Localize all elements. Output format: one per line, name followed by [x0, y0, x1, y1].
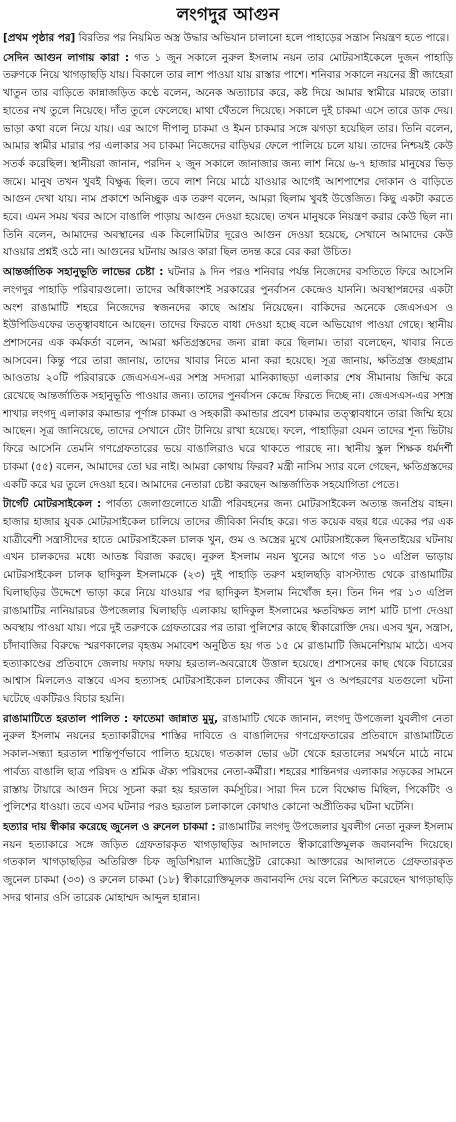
article-section-target-motorcycle — [3, 496, 453, 708]
section-lead: [প্রথম পৃষ্ঠার পর] — [3, 32, 76, 44]
section-text: রাঙামাটির লংগদু উপজেলার যুবলীগ নেতা নুরুল ইসলাম নয়ন হত্যাকারে সঙ্গে জড়িত গ্রেফতারকৃত খাগড়াছড়ির আদালতে স্বীকারোক্তিমূলক জবানবন্দি দিয়েছে। গতকাল খাগড়াছড়ির অতিরিক্ত চিফ জুডিশিয়াল ম্যাজিস্ট্রেট রোকেয়া আক্তারের আদালতে গ্রেফতারকৃত জুনেল চাকমা (৩৩) ও রুনেল চাকমা (১৮) স্বীকারোক্তিমূলক জবানবন্দি দেয় বলে নিশ্চিত করেছেন খাগড়াছড়ি সদর থানার ওসি তারেক মোহাম্মদ আব্দুল হান্নান। — [3, 820, 453, 904]
section-lead: সেদিন আগুন লাগায় কারা : — [3, 51, 129, 64]
section-lead: রাঙামাটিতে হরতাল পালিত : ফাতেমা জান্নাত মুমু, — [3, 712, 219, 725]
article-section-hartal — [3, 711, 453, 817]
article-section-intro — [3, 30, 453, 48]
section-text: গত ১ জুন সকালে নুরুল ইসলাম নয়ন তার মোটরসাইকেলে দুজন পাহাড়ি তরুণকে নিয়ে খাগড়াছড়ি যায়। বিকালে তার লাশ পাওয়া যায় রাস্তার পাশে। শনিবার সকালে নয়নের স্ত্রী জাহেরা খাতুন তার বাড়িতে কান্নাজড়িত কণ্ঠে বলেন, অনেক অত্যাচার করে, কষ্ট দিয়ে আমার স্বামীরে মারছে তারা। হাতের নখ তুলে নিয়েছে। দাঁত তুলে ফেলেছে। মাথা থেঁতলে দিয়েছে। সকালে দুই চাকমা এসে তারে ডাক দেয়। ভাড়া কথা বলে নিয়ে যায়। এর আগে দীপালু চাকমা ও ইমন চাকমার সঙ্গে ঝগড়া হয়েছিল তার। তিনি বলেন, আমার স্বামীর মারার পর এলাকার সব চাকমা নিজেদের বাড়িঘর ফেলে পালিয়ে চলে যায়। তাদের নিশ্চয়ই কেউ সতর্ক করেছিল। স্থানীয়রা জানান, পরদিন ২ জুন সকালে জানাজার জন্য লাশ নিয়ে ৬-৭ হাজার মানুষের ভিড় জমে। মানুষ তখন খুবই বিক্ষুব্ধ ছিল। তবে লাশ নিয়ে মাঠে যাওয়ার আগেই আশপাশের দোকান ও বাড়িতে আগুন দেখা যায়। নাম প্রকাশে অনিচ্ছুক এক তরুণ বলেন, আমরা ছিলাম খুবই উত্তেজিত। কিছু একটা করতে হবে। এমন সময় খবর আসে বাঙালি পাড়ায় আগুন দেওয়া হয়েছে। তখন মানুষকে নিয়ন্ত্রণ করার কেউ ছিল না। তিনি বলেন, আমাদের অবস্থানের এক কিলোমিটার দূরেও আগুন দেওয়া হয়েছে, সেখানে আমাদের কেউ যাওয়ার প্রশ্নই ওঠে না। আগুনের ঘটনায় আরও কারা ছিল তদন্ত করে বের করা উচিত। — [3, 51, 453, 259]
section-text: বিরতির পর নিয়মিত অস্ত্র উদ্ধার অভিযান চালানো হলে পাহাড়ের সন্ত্রাস নিয়ন্ত্রণ হতে পারে। — [75, 32, 450, 44]
section-text: ঘটনার ৯ দিন পরও শনিবার পর্যন্ত নিজেদের বসতিতে ফিরে আসেনি লংগদুর পাহাড়ি পরিবারগুলো। তাদের অধিকাংশই সরকারের পুনর্বাসন কেন্দ্রেও যাননি। অবস্থাপন্নদের একটা অংশ রাঙামাটি শহরে নিজেদের স্বজনদের কাছে আশ্রয় নিয়েছেন। বাকিদের অনেকে জেএসএস ও ইউপিডিএফের তত্ত্বাবধানে আছেন। তাদের ফিরতে বাধা দেওয়া হচ্ছে বলে অভিযোগ পাওয়া গেছে। স্থানীয় প্রশাসনের এক কর্মকর্তা বলেন, আমরা ক্ষতিগ্রস্তদের জন্য রান্না করে ছিলাম। তারা বলেছেন, খাবার নিতে আসবেন। কিন্তু পরে তারা জানায়, তাদের খাবার নিতে মানা করা হয়েছে। সূত্র জানায়, ক্ষতিগ্রস্ত গুচ্ছগ্রাম আওতায় ২০টি পরিবারকে জেএসএস-এর সশস্ত্র সদস্যরা মানিক্যাছড়া এলাকার শেষ সীমানায় জিম্মি করে রেখেছে আন্তর্জাতিক সহানুভূতি পাওয়ার জন্য। তাদের পুনর্বাসন কেন্দ্রে ফিরতে দিচ্ছে না। জেএসএস-এর সশস্ত্র শাখার লংগদু এলাকার কমান্ডার পূর্ণাঙ্গ চাকমা ও সহকারী কমান্ডার প্রবেশ চাকমার তত্ত্বাবধানে তারা জিম্মি হয়ে আছেন। সূত্র জানিয়েছে, তাদের সেখানে টোং টানিয়ে রাখা হয়েছে। ফলে, পাহাড়িরা যেমন তাদের শূন্য ভিটায় ফিরে আসেনি তেমনি গণগ্রেফতারের ভয়ে বাঙালিরাও ঘরে থাকতে পারছে না। স্থানীয় স্কুল শিক্ষক ধর্মদর্শী চাকমা (৫৫) বলেন, আমাদের তো ঘর নাই। আমরা কোথায় ফিরব? মন্ত্রী নাসিম স্যার বলে গেছেন, ক্ষতিগ্রস্তদের একটি করে ঘর তুলে দেওয়া হবে। আমাদের নেতারা চেষ্টা করছেন আন্তর্জাতিক সহযোগিতা পেতে। — [3, 266, 453, 491]
section-text: পার্বত্য জেলাগুলোতে যাত্রী পরিবহনের জন্য মোটরসাইকেল অত্যন্ত জনপ্রিয় বাহন। হাজার হাজার যুবক মোটরসাইকেল চালিয়ে তাদের জীবিকা নির্বাহ করে। গত কয়েক বছর ধরে একের পর এক যাত্রীবেশী সন্ত্রাসীদের হাতে মোটরসাইকেল চালক খুন, গুম ও অস্ত্রের মুখে মোটরসাইকেল ছিনতাইয়ের ঘটনায় এখন চালকদের মধ্যে আতঙ্ক বিরাজ করছে। নুরুল ইসলাম নয়ন খুনের আগে গত ১০ এপ্রিল ভাড়ায় মোটরসাইকেল চালক ছাদিকুল ইসলামকে (২৩) দুই পাহাড়ি তরুণ মহালছড়ি বাসস্ট্যান্ড থেকে রাঙামাটির ঘিলাছড়ির উদ্দেশে ভাড়া করে নিয়ে যাওয়ার পর ছাদিকুল ইসলাম নিখোঁজ হন। তিন দিন পর ১৩ এপ্রিল রাঙামাটির নানিয়ারচর উপজেলার ঘিলাছড়ি এলাকায় ছাদিকুল ইসলামের ক্ষতবিক্ষত লাশ মাটি চাপা দেওয়া অবস্থায় পাওয়া যায়। পরে দুই তরুণকে গ্রেফতারের পর তারা পুলিশের কাছে স্বীকারোক্তি দেয়। এসব খুন, সন্ত্রাস, চাঁদাবাজির বিরুদ্ধে স্মরণকালের বৃহত্তম সমাবেশ অনুষ্ঠিত হয় গত ১৫ মে রাঙামাটি জিমনেশিয়াম মাঠে। এসব হত্যাকাণ্ডের প্রতিবাদে জেলায় দফায় দফায় হরতাল-অবরোধে উত্তাল হয়েছে। প্রশাসনের কাছ থেকে বিচারের আশ্বাস মিললেও বাস্তবে এসব হত্যাসহ মোটরসাইকেল চালকের জীবনে খুন ও অপহরণের যতগুলো ঘটনা ঘটেছে একটিরও বিচার হয়নি। — [3, 498, 453, 706]
section-lead: আন্তর্জাতিক সহানুভূতি লাভের চেষ্টা : — [3, 266, 164, 279]
section-lead: হত্যার দায় স্বীকার করেছে জুনেল ও রুনেল চাকমা : — [3, 820, 216, 833]
article-headline: লংগদুর আগুন — [176, 5, 280, 25]
article-section-international-sympathy — [3, 264, 453, 494]
section-lead: টার্গেট মোটরসাইকেল : — [3, 498, 102, 511]
article-section-confession — [3, 819, 453, 908]
section-text: রাঙামাটি থেকে জানান, লংগদু উপজেলা যুবলীগ নেতা নুরুল ইসলাম নয়নের হত্যাকারীদের শাস্তির দাবিতে ও বাঙালিদের গণগ্রেফতারের প্রতিবাদে রাঙামাটিতে সকাল-সন্ধ্যা হরতাল শান্তিপূর্ণভাবে পালিত হয়েছে। গতকাল ভোর ৬টা থেকে হরতালের সমর্থনে মাঠে নামে পার্বত্য বাঙালি ছাত্র পরিষদ ও শ্রমিক ঐক্য পরিষদের নেতা-কর্মীরা। শহরের শান্তিনগর এলাকার সড়কের সামনে রাস্তায় টায়ারে আগুন দিয়ে সূচনা করা হয় হরতাল কর্মসূচির। সারা দিন চলে বিক্ষোভ মিছিল, পিকেটিং ও পুলিশের ধাওয়া। তবে এসব ঘটনার পরও হরতাল চলাকালে কোথাও কোনো অপ্রীতিকর ঘটনা ঘটেনি। — [3, 712, 453, 814]
article-section-who-set-fire — [3, 50, 453, 262]
